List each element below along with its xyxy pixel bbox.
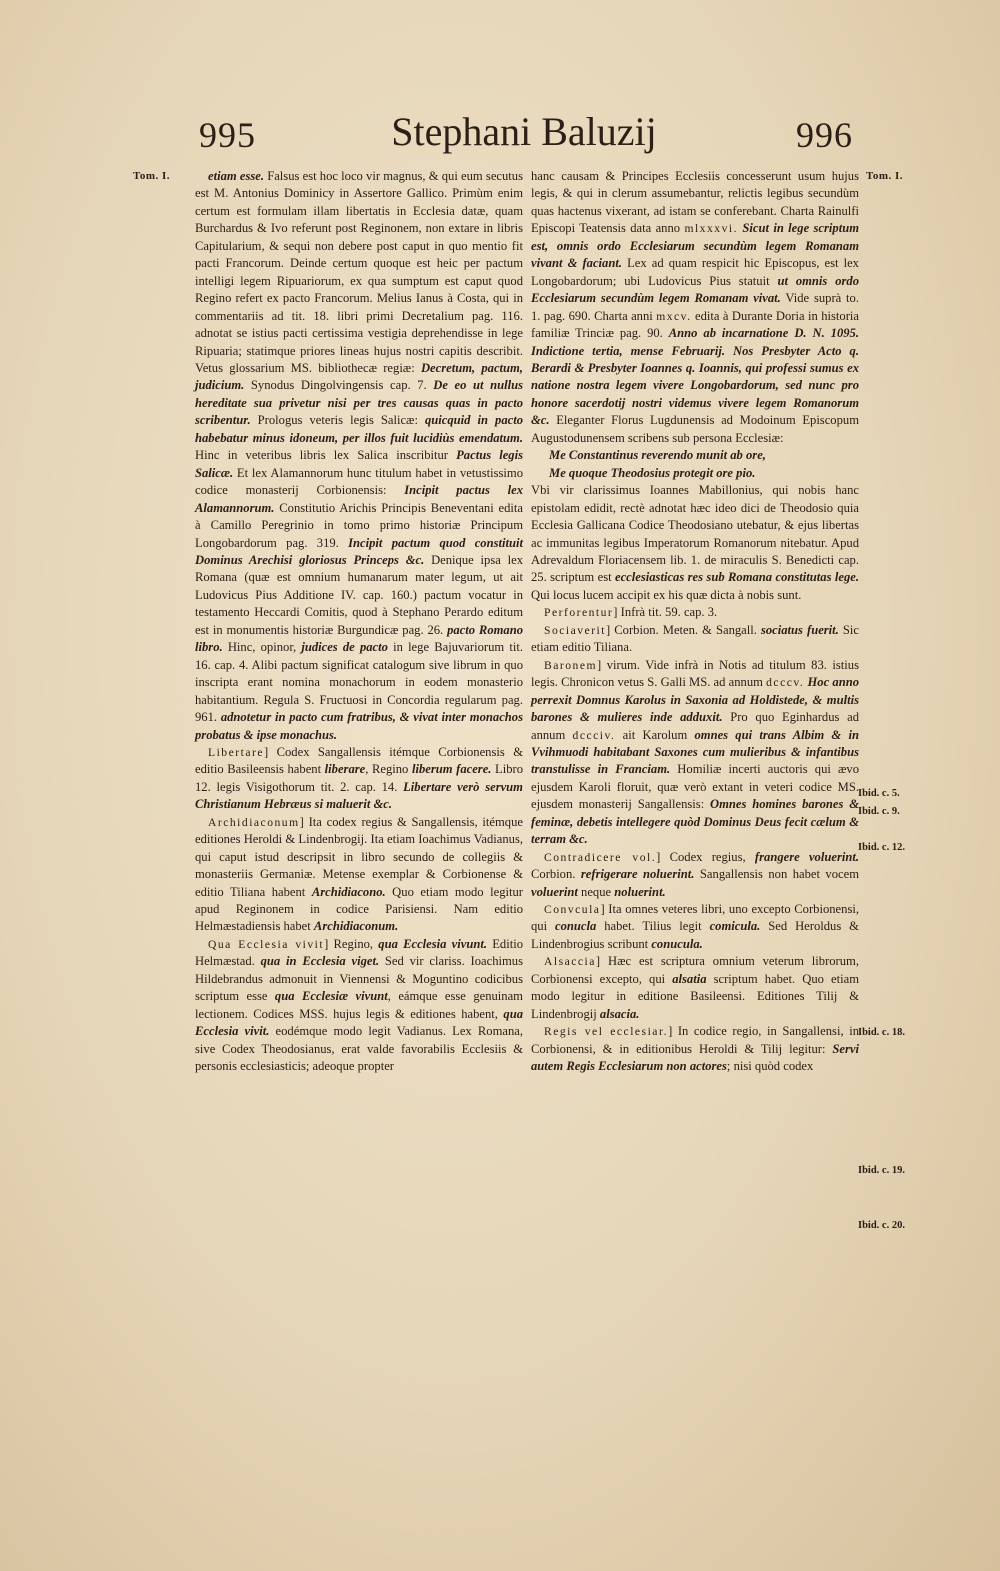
- italic-text: Servi autem Regis Ecclesiarum non actores: [531, 1041, 859, 1074]
- page-number-left: 995: [199, 115, 256, 155]
- italic-text: Archidiacono.: [311, 884, 386, 899]
- italic-text: etiam esse.: [208, 169, 265, 183]
- lemma-text: Convcula: [544, 903, 601, 917]
- body-text: Editio Helmæstad.: [195, 936, 523, 969]
- italic-text: pacto Romano libro.: [195, 622, 524, 655]
- body-text: Quo etiam modo legitur apud Reginonem in codice Parisiensi. Nam editio Helmæstadiensis habet: [195, 884, 523, 934]
- body-text: scriptum habet. Quo etiam modo legitur in editione Basileensi. Editiones Tilij & Lindenbrogij: [531, 971, 859, 1021]
- body-text: Pro quo Eginhardus ad annum: [531, 710, 859, 742]
- italic-text: comicula.: [709, 919, 761, 934]
- lemma-text: Libertare: [208, 745, 264, 759]
- body-text: ] virum. Vide infrà in Notis ad titulum 83. istius legis. Chronicon vetus S. Galli MS. ad annum: [531, 657, 859, 690]
- body-text: Sed vir clariss. Ioachimus Hildebrandus admonuit in Viennensi & Moguntino codicibus scriptum esse: [195, 954, 523, 1004]
- paragraph: [531, 657, 859, 849]
- lemma-text: Alsaccia: [544, 955, 596, 969]
- body-text: Eleganter Florus Lugdunensis ad Modoinum Episcopum Augustodunensem scribens sub persona Ecclesiæ:: [531, 413, 859, 445]
- volume-marker-left: Tom. I.: [133, 170, 171, 182]
- italic-text: quicquid in pacto habebatur minus idoneum, per illos fuit lucidiùs emendatum.: [195, 413, 523, 445]
- italic-text: qua Ecclesia vivit.: [195, 1006, 523, 1039]
- body-text: Vbi vir clarissimus Ioannes Mabillonius, qui nobis hanc epistolam edidit, rectè adnotat hæc ideo dici de Theodosio quia Ecclesia Gallicana Codice Theodosiano utebatur, & ejus libertas ac immunitas legibus Imperatorum Romanorum nitebatur. Apud Adrevaldum Floriacensem lib. 1. de miraculis S. Benedicti cap. 25. scriptum est: [531, 483, 859, 585]
- lemma-text: mlxxxvi.: [684, 222, 738, 236]
- paragraph: [531, 1023, 859, 1075]
- margin-note: Ibid. c. 12.: [858, 842, 905, 853]
- italic-text: Decretum, pactum, judicium.: [195, 360, 523, 393]
- body-text: Lex ad quam respicit hic Episcopus, est lex Longobardorum; ubi Ludovicus Pius statuit: [531, 256, 859, 288]
- paragraph: [531, 901, 859, 953]
- paragraph: [531, 447, 859, 464]
- body-text: Sic etiam editio Tiliana.: [531, 622, 859, 655]
- italic-text: Archidiaconum.: [313, 919, 399, 934]
- lemma-text: Baronem: [544, 658, 597, 672]
- body-text: Me quoque Theodosius protegit ore pio.: [549, 465, 756, 480]
- body-text: Vide suprà to. 1. pag. 690. Charta anni: [531, 291, 859, 323]
- body-text: , Regino: [365, 762, 412, 777]
- italic-text: liberare: [324, 762, 366, 777]
- lemma-text: Contradicere vol.: [544, 850, 657, 864]
- paragraph: [195, 744, 523, 814]
- body-text: Libro 12. legis Visigothorum tit. 2. cap. 14.: [195, 762, 523, 794]
- italic-text: Incipit pactum quod constituit Dominus Arechisi gloriosus Princeps &c.: [195, 535, 523, 567]
- body-text: Synodus Dingolvingensis cap. 7.: [244, 378, 434, 393]
- margin-note: Ibid. c. 20.: [858, 1220, 905, 1231]
- paragraph: [195, 168, 523, 744]
- italic-text: conucla: [555, 919, 597, 934]
- body-text: Hinc, opinor,: [222, 640, 302, 655]
- italic-text: Incipit pactus lex Alamannorum.: [195, 483, 523, 515]
- italic-text: Libertare verò servum Christianum Hebræus si maluerit &c.: [195, 779, 523, 812]
- body-text: Corbion.: [531, 867, 581, 882]
- body-text: ] Codex Sangallensis itémque Corbionensis & editio Basileensis habent: [195, 744, 523, 777]
- italic-text: frangere voluerint.: [754, 849, 859, 864]
- body-text: Prologus veteris legis Salicæ:: [250, 413, 425, 428]
- margin-note: Ibid. c. 5.: [858, 788, 900, 799]
- paragraph: [531, 849, 859, 901]
- running-title: Stephani Baluzij: [391, 109, 657, 154]
- italic-text: omnes qui trans Albim & in Vvihmuodi habitabant Saxones cum mulieribus & infantibus transtulisse in Franciam.: [531, 727, 859, 777]
- body-text: ] Codex regius,: [656, 849, 755, 864]
- body-text: Sed Heroldus & Lindenbrogius scribunt: [531, 919, 859, 951]
- volume-marker-right: Tom. I.: [866, 170, 904, 182]
- italic-text: qua Ecclesiæ vivunt: [274, 989, 388, 1004]
- italic-text: alsacia.: [599, 1006, 640, 1021]
- italic-text: De eo ut nullus hereditate sua privetur nisi per tres causas quas in pacto scribentur.: [195, 378, 523, 428]
- italic-text: Hoc anno perrexit Domnus Karolus in Saxonia ad Holdistede, & multis barones & mulieres inde adduxit.: [531, 675, 859, 725]
- body-text: Et lex Alamannorum hunc titulum habet in vetustissimo codice monasterij Corbionensis:: [195, 465, 523, 498]
- body-text: Homiliæ incerti auctoris qui ævo ejusdem Karoli floruit, quæ verò extant in veteri codice MS. ejusdem monasterij Sangallensis:: [531, 762, 859, 812]
- body-text: ] In codice regio, in Sangallensi, in Corbionensi, & in editionibus Heroldi & Tilij legitur:: [531, 1024, 859, 1056]
- body-text: Falsus est hoc loco vir magnus, & qui eum secutus est M. Antonius Dominicy in Assertore Gallico. Primùm enim certum est formulam illam libertatis in Ecclesia datæ, quam Burchardus & Ivo referunt post Reginonem, non extare in libris Capitularium, & sequi non debere post caput in quo mentio fit pacti Francorum. Deinde certum quoque est heic per pactum intelligi legem Ripuariorum, ex qua sumptum est caput quod Regino refert ex pacto Francorum. Melius Ianus à Costa, qui in commentariis ad tit. 18. libri primi Decretalium pag. 116. adnotat se istius pacti certissima vestigia deprehendisse in lege Ripuaria; statimque priores lineas hujus nostri capitis describit. Vetus glossarium MS. bibliothecæ regiæ:: [195, 169, 523, 375]
- paragraph: [531, 604, 859, 621]
- italic-text: liberum facere.: [411, 762, 492, 777]
- body-text: ] Ita codex regius & Sangallensis, itémque editiones Heroldi & Lindenbrogij. Ita etiam Ioachimus Vadianus, qui caput istud descripsit in libro secundo de collegiis & monasteriis Germaniæ. Metense exemplar & Corbionense & editio Tiliana habent: [195, 814, 523, 899]
- italic-text: conucula.: [651, 936, 703, 951]
- left-text-column: [195, 168, 523, 1076]
- lemma-text: dcccv.: [766, 676, 805, 690]
- italic-text: Pactus legis Salicæ.: [195, 448, 523, 480]
- paragraph: [195, 936, 523, 1076]
- body-text: eodémque modo legit Vadianus. Lex Romana, sive Codex Theodosianus, erat valde favorabilis Ecclesiis & personis ecclesiasticis; adeoque propter: [195, 1024, 524, 1074]
- body-text: Constitutio Arichis Principis Beneventani edita à Camillo Peregrinio in tomo primo historiæ Principum Longobardorum pag. 319.: [195, 500, 523, 550]
- body-text: in lege Bajuvariorum tit. 16. cap. 4. Alibi pactum significat catalogum sive librum in quo inscripta erant nomina monachorum in eodem monasterio habitantium. Regula S. Fructuosi in Concordia regularum pag. 961.: [195, 640, 523, 725]
- italic-text: Anno ab incarnatione D. N. 1095. Indictione tertia, mense Februarij. Nos Presbyter Acto q. Berardi & Presbyter Ioannes q. Ioannis, qui professi sumus ex natione nostra legem vivere Longobardorum, sed nunc pro honore sacerdotij nostri videmus vivere legem Romanorum &c.: [531, 326, 859, 428]
- paragraph: [531, 168, 859, 447]
- running-header: [195, 108, 853, 158]
- italic-text: sociatus fuerit.: [760, 622, 839, 637]
- body-text: habet. Tilius legit: [596, 919, 710, 934]
- lemma-text: mxcv.: [656, 309, 692, 323]
- body-text: ] Regino,: [324, 936, 379, 951]
- body-text: , eámque esse genuinam lectionem. Codices MSS. hujus legis & editiones habent,: [195, 989, 523, 1021]
- paragraph: [531, 953, 859, 1023]
- body-text: ] Infrà tit. 59. cap. 3.: [613, 605, 718, 620]
- body-text: ; nisi quòd codex: [726, 1059, 814, 1074]
- italic-text: refrigerare noluerint.: [580, 867, 695, 882]
- body-text: Sangallensis non habet vocem: [694, 867, 859, 882]
- paragraph: [531, 482, 859, 604]
- body-text: ] Hæc est scriptura omnium veterum librorum, Corbionensi excepto, qui: [531, 954, 859, 986]
- body-text: Denique ipsa lex Romana (quæ est omnium humanarum mater legum, ut ait Ludovicus Pius Additione IV. cap. 160.) pactum vocatur in testamento Heccardi Comitis, quod à Stephano Perardo editum est in monumentis historiæ Burgundicæ pag. 26.: [195, 552, 523, 637]
- italic-text: voluerint: [531, 884, 578, 899]
- body-text: hanc causam & Principes Ecclesiis concesserunt usum hujus legis, & qui in clerum assumebantur, relictis legibus secundùm quas hactenus vixerant, ad istam se conferebant. Charta Rainulfi Episcopi Teatensis data anno: [531, 169, 859, 236]
- lemma-text: Archidiaconum: [208, 815, 300, 829]
- italic-text: noluerint.: [614, 884, 666, 899]
- body-text: Qui locus lucem accipit ex his quæ dicta à nobis sunt.: [531, 587, 802, 602]
- italic-text: qua in Ecclesia viget.: [260, 954, 380, 969]
- italic-text: ut omnis ordo Ecclesiarum secundùm legem Romanam vivat.: [531, 273, 859, 306]
- italic-text: ecclesiasticas res sub Romana constitutas lege.: [615, 570, 860, 585]
- italic-text: Omnes homines barones & feminæ, debetis intellegere quòd Dominus Deus fecit cælum & terram &c.: [531, 797, 859, 847]
- lemma-text: Qua Ecclesia vivit: [208, 937, 325, 951]
- lemma-text: Perforentur: [544, 606, 614, 620]
- body-text: edita à Durante Doria in historia familiæ Trinciæ pag. 90.: [531, 308, 859, 341]
- right-text-column: [531, 168, 859, 1076]
- paragraph: [531, 622, 859, 657]
- paragraph: [195, 814, 523, 936]
- italic-text: alsatia: [672, 971, 707, 986]
- italic-text: adnotetur in pacto cum fratribus, & vivat inter monachos probatus & ipse monachus.: [195, 710, 523, 742]
- body-text: ait Karolum: [615, 727, 695, 742]
- margin-note: Ibid. c. 9.: [858, 806, 900, 817]
- paragraph: [531, 465, 859, 482]
- lemma-text: Sociaverit: [544, 623, 607, 637]
- lemma-text: dccciv.: [572, 728, 616, 742]
- body-text: Hinc in veteribus libris lex Salica inscribitur: [195, 448, 457, 463]
- italic-text: Sicut in lege scriptum est, omnis ordo Ecclesiarum secundùm legem Romanam vivant & faciant.: [531, 221, 860, 271]
- body-text: ] Ita omnes veteres libri, uno excepto Corbionensi, qui: [531, 902, 859, 934]
- margin-note: Ibid. c. 19.: [858, 1165, 905, 1176]
- body-text: Me Constantinus reverendo munit ab ore,: [549, 448, 766, 463]
- italic-text: judices de pacto: [301, 640, 388, 655]
- lemma-text: Regis vel ecclesiar.: [544, 1025, 669, 1039]
- margin-note: Ibid. c. 18.: [858, 1027, 905, 1038]
- body-text: ] Corbion. Meten. & Sangall.: [606, 622, 761, 637]
- page-number-right: 996: [796, 115, 853, 155]
- italic-text: qua Ecclesia vivunt.: [378, 936, 487, 951]
- body-text: neque: [577, 884, 615, 899]
